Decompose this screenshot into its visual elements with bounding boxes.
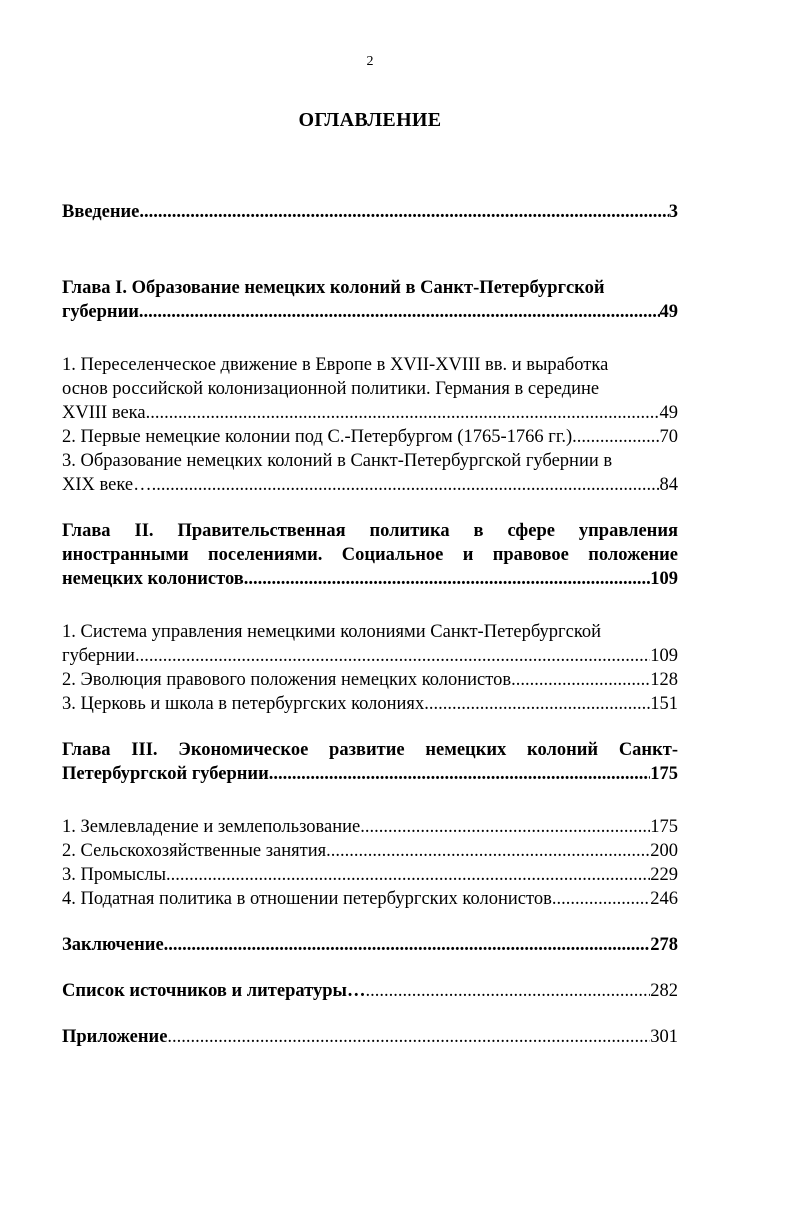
dot-leader xyxy=(152,473,660,497)
toc-page-number: 109 xyxy=(650,569,678,589)
toc-section-1-2[interactable] xyxy=(62,425,678,449)
chapter-heading-end: немецких колонистов xyxy=(62,569,244,589)
dot-leader xyxy=(424,692,650,716)
toc-page-number: 3 xyxy=(668,202,678,222)
page-number: 2 xyxy=(366,54,374,69)
section-text-end: XVIII века xyxy=(62,403,146,423)
toc-section-1-3[interactable] xyxy=(62,449,678,497)
toc-page-number: 246 xyxy=(650,889,678,909)
toc-entry-conclusion[interactable] xyxy=(62,933,678,957)
toc-entry-sources[interactable] xyxy=(62,979,678,1003)
section-text: 1. Система управления немецкими колониями Санкт-Петербургской xyxy=(62,622,602,642)
toc-page-number: 278 xyxy=(650,935,678,955)
toc-entry-appendix[interactable] xyxy=(62,1025,678,1049)
chapter-heading-end: Петербургской губернии xyxy=(62,764,269,784)
chapter-heading: Глава I. Образование немецких колоний в Санкт-Петербургской xyxy=(62,278,605,298)
toc-page-number: 151 xyxy=(650,694,678,714)
toc-page-number: 84 xyxy=(659,475,678,495)
section-text-end: 3. Церковь и школа в петербургских колониях xyxy=(62,694,425,714)
dot-leader xyxy=(511,668,650,692)
dot-leader xyxy=(552,887,650,911)
section-text: 3. Образование немецких колоний в Санкт-Петербургской губернии в xyxy=(62,451,613,471)
table-of-contents xyxy=(62,200,678,1049)
toc-page-number: 175 xyxy=(650,764,678,784)
section-text: 1. Переселенческое движение в Европе в XVII-XVIII вв. и выработка xyxy=(62,355,609,375)
chapter-heading-end: губернии xyxy=(62,302,139,322)
toc-section-3-4[interactable] xyxy=(62,887,678,911)
toc-section-2-1[interactable] xyxy=(62,620,678,668)
section-text-end: 2. Сельскохозяйственные занятия xyxy=(62,841,327,861)
toc-page-number: 49 xyxy=(659,302,678,322)
dot-leader xyxy=(146,401,660,425)
toc-page-number: 175 xyxy=(650,817,678,837)
dot-leader xyxy=(139,200,668,224)
toc-page-number: 70 xyxy=(659,427,678,447)
dot-leader xyxy=(167,1025,650,1049)
toc-page-number: 301 xyxy=(650,1027,678,1047)
toc-section-1-1[interactable] xyxy=(62,353,678,425)
dot-leader xyxy=(269,762,651,786)
toc-section-2-2[interactable] xyxy=(62,668,678,692)
toc-entry-introduction[interactable] xyxy=(62,200,678,224)
toc-entry-label: Список источников и литературы… xyxy=(62,981,366,1001)
chapter-heading: иностранными поселениями. Социальное и правовое положение xyxy=(62,545,678,565)
section-text: основ российской колонизационной политики. Германия в середине xyxy=(62,379,600,399)
section-text-end: 1. Землевладение и землепользование xyxy=(62,817,361,837)
toc-entry-label: Введение xyxy=(62,202,140,222)
toc-entry-label: Заключение xyxy=(62,935,164,955)
dot-leader xyxy=(244,567,651,591)
section-text-end: 2. Эволюция правового положения немецких колонистов xyxy=(62,670,512,690)
toc-page-number: 128 xyxy=(650,670,678,690)
dot-leader xyxy=(360,815,650,839)
toc-page-number: 282 xyxy=(650,981,678,1001)
dot-leader xyxy=(135,644,650,668)
toc-page-number: 49 xyxy=(659,403,678,423)
page-title: ОГЛАВЛЕНИЕ xyxy=(298,109,442,131)
toc-section-2-3[interactable] xyxy=(62,692,678,716)
section-text-end: 4. Податная политика в отношении петербургских колонистов xyxy=(62,889,552,909)
toc-page-number: 200 xyxy=(650,841,678,861)
toc-chapter-2[interactable] xyxy=(62,519,678,591)
section-text-end: 3. Промыслы xyxy=(62,865,167,885)
toc-entry-label: Приложение xyxy=(62,1027,168,1047)
dot-leader xyxy=(366,979,651,1003)
section-text-end: губернии xyxy=(62,646,135,666)
section-text-end: XIX веке… xyxy=(62,475,152,495)
toc-chapter-1[interactable] xyxy=(62,276,678,324)
toc-page-number: 109 xyxy=(650,646,678,666)
dot-leader xyxy=(166,863,650,887)
toc-page-number: 229 xyxy=(650,865,678,885)
dot-leader xyxy=(139,300,660,324)
chapter-heading: Глава II. Правительственная политика в сфере управления xyxy=(62,521,678,541)
toc-chapter-3[interactable] xyxy=(62,738,678,786)
chapter-heading: Глава III. Экономическое развитие немецких колоний Санкт- xyxy=(62,740,678,760)
dot-leader xyxy=(572,425,659,449)
dot-leader xyxy=(164,933,651,957)
dot-leader xyxy=(326,839,650,863)
toc-section-3-2[interactable] xyxy=(62,839,678,863)
toc-section-3-1[interactable] xyxy=(62,815,678,839)
section-text-end: 2. Первые немецкие колонии под С.-Петербургом (1765-1766 гг.) xyxy=(62,427,573,447)
toc-section-3-3[interactable] xyxy=(62,863,678,887)
